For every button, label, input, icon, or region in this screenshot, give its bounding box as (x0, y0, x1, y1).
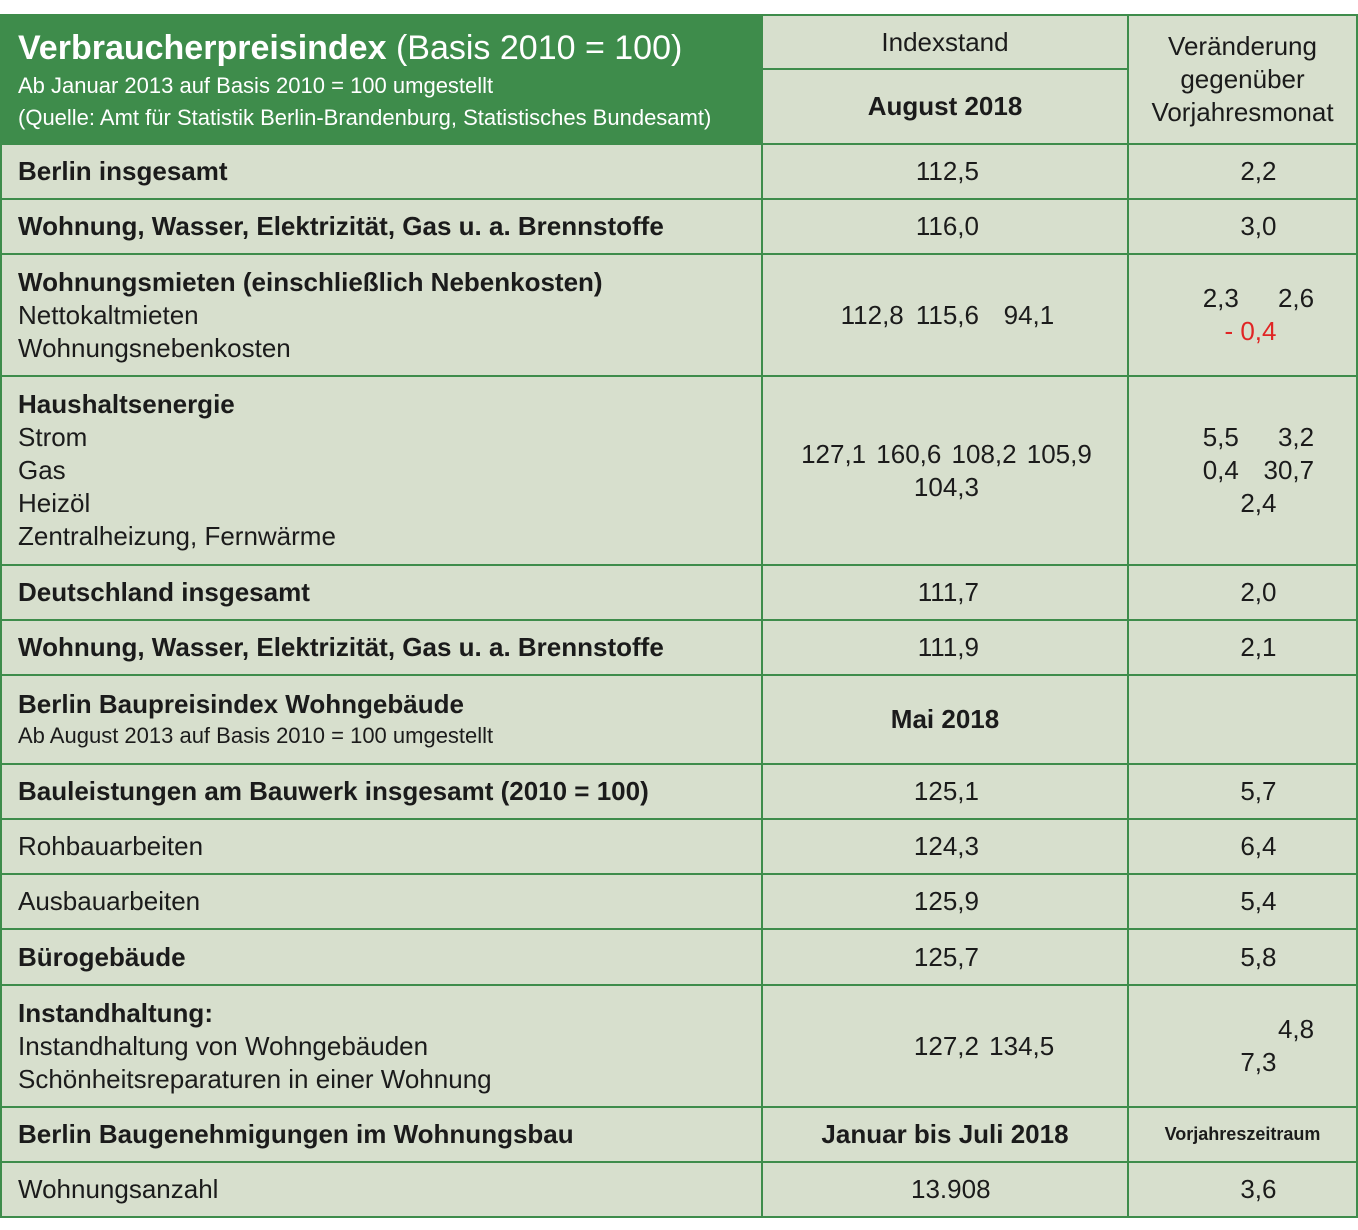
table-title-cell (1, 15, 762, 144)
index-value: 125,7 (762, 929, 1128, 985)
index-values: 127,2 134,5 (762, 985, 1128, 1107)
change-values: 2,3 2,6 - 0,4 (1128, 254, 1357, 376)
change-value: 5,8 (1128, 929, 1357, 985)
index-values: 112,8 115,6 94,1 (762, 254, 1128, 376)
section-label: Berlin Baugenehmigungen im Wohnungsbau (1, 1107, 762, 1162)
change-values: 4,8 7,3 (1128, 985, 1357, 1107)
row-label: Bürogebäude (1, 929, 762, 985)
period-august-2018: August 2018 (762, 69, 1128, 144)
index-value: 111,7 (762, 565, 1128, 620)
change-value: 3,0 (1128, 199, 1357, 254)
change-value: 3,6 (1128, 1162, 1357, 1217)
negative-change-value: - 0,4 (1224, 316, 1277, 346)
price-index-table (0, 14, 1358, 1218)
index-values: 127,1 160,6 108,2 105,9 104,3 (762, 376, 1128, 565)
comparison-period: Vorjahreszeitraum (1128, 1107, 1357, 1162)
change-value: 2,1 (1128, 620, 1357, 675)
change-value: 2,2 (1128, 144, 1357, 199)
row-label: Ausbauarbeiten (1, 874, 762, 929)
change-value: 5,7 (1128, 764, 1357, 819)
index-value: 125,1 (762, 764, 1128, 819)
column-header-change: Veränderung gegenüber Vorjahresmonat (1128, 15, 1357, 144)
table-source: (Quelle: Amt für Statistik Berlin-Brandenburg, Statistisches Bundesamt) (18, 105, 712, 130)
section-label: Berlin Baupreisindex Wohngebäude Ab August 2013 auf Basis 2010 = 100 umgestellt (1, 675, 762, 764)
column-header-index: Indexstand (762, 15, 1128, 69)
index-value: 13.908 (762, 1162, 1128, 1217)
table-row-energy (1, 376, 1357, 565)
index-value: 125,9 (762, 874, 1128, 929)
index-value: 111,9 (762, 620, 1128, 675)
index-value: 124,3 (762, 819, 1128, 874)
index-value: 112,5 (762, 144, 1128, 199)
index-value: 116,0 (762, 199, 1128, 254)
change-value: 6,4 (1128, 819, 1357, 874)
row-label: Wohnungsanzahl (1, 1162, 762, 1217)
table-row (1, 819, 1357, 874)
period-mai-2018: Mai 2018 (762, 675, 1128, 764)
table-row-rents (1, 254, 1357, 376)
row-label-group: Instandhaltung: Instandhaltung von Wohngebäuden Schönheitsreparaturen in einer Wohnung (1, 985, 762, 1107)
row-label: Deutschland insgesamt (1, 565, 762, 620)
table-row (1, 764, 1357, 819)
change-values: 5,5 3,2 0,4 30,7 2,4 (1128, 376, 1357, 565)
change-value: 5,4 (1128, 874, 1357, 929)
row-label: Bauleistungen am Bauwerk insgesamt (2010 = 100) (1, 764, 762, 819)
table-row (1, 565, 1357, 620)
period-jan-jul-2018: Januar bis Juli 2018 (762, 1107, 1128, 1162)
section-header-permits (1, 1107, 1357, 1162)
table-row (1, 620, 1357, 675)
table-title: Verbraucherpreisindex (Basis 2010 = 100) (18, 29, 683, 67)
row-label: Wohnung, Wasser, Elektrizität, Gas u. a. Brennstoffe (1, 199, 762, 254)
table-row-maintenance (1, 985, 1357, 1107)
row-label-group: Wohnungsmieten (einschließlich Nebenkosten) Nettokaltmieten Wohnungsnebenkosten (1, 254, 762, 376)
table-row (1, 144, 1357, 199)
row-label-group: Haushaltsenergie Strom Gas Heizöl Zentralheizung, Fernwärme (1, 376, 762, 565)
table-subtitle-basis: Ab Januar 2013 auf Basis 2010 = 100 umgestellt (18, 73, 494, 98)
section-header-construction (1, 675, 1357, 764)
table-row (1, 929, 1357, 985)
empty-cell (1128, 675, 1357, 764)
header-row-top (1, 15, 1357, 69)
row-label: Rohbauarbeiten (1, 819, 762, 874)
change-value: 2,0 (1128, 565, 1357, 620)
table-row (1, 1162, 1357, 1217)
table-row (1, 874, 1357, 929)
row-label: Berlin insgesamt (1, 144, 762, 199)
row-label: Wohnung, Wasser, Elektrizität, Gas u. a. Brennstoffe (1, 620, 762, 675)
table-container (0, 14, 1358, 1218)
table-row (1, 199, 1357, 254)
